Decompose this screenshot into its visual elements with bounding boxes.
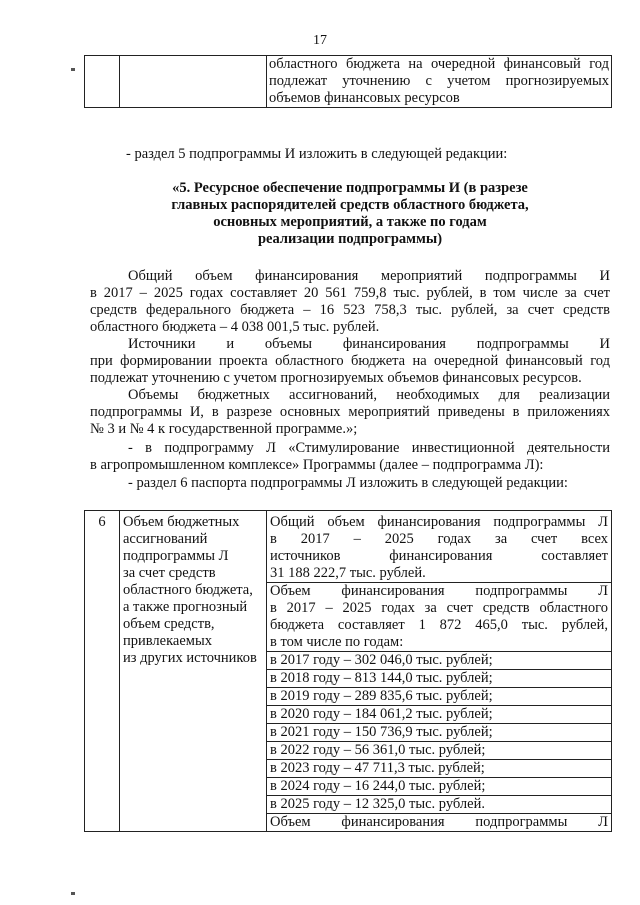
year-row: в 2022 году – 56 361,0 тыс. рублей; bbox=[267, 742, 611, 760]
heading-line: основных мероприятий, а также по годам bbox=[213, 214, 487, 230]
year-row: в 2018 году – 813 144,0 тыс. рублей; bbox=[267, 670, 611, 688]
heading-line: главных распорядителей средств областного бюджета, bbox=[171, 197, 529, 213]
year-row: в 2020 году – 184 061,2 тыс. рублей; bbox=[267, 706, 611, 724]
year-row: в 2019 году – 289 835,6 тыс. рублей; bbox=[267, 688, 611, 706]
value-line: Общий объем финансирования подпрограммы Л bbox=[270, 514, 608, 530]
heading-line: «5. Ресурсное обеспечение подпрограммы И (в разрезе bbox=[172, 180, 528, 196]
label-line: Объем бюджетных bbox=[123, 514, 240, 530]
paragraph-line: Общий объем финансирования мероприятий подпрограммы И bbox=[128, 268, 610, 284]
continuation-text-cell bbox=[267, 56, 612, 108]
continuation-line: подлежат уточнению с учетом прогнозируемых bbox=[269, 73, 609, 89]
label-line: а также прогнозный bbox=[123, 599, 248, 615]
value-line: источников финансирования составляет bbox=[270, 548, 608, 564]
heading-line: реализации подпрограммы) bbox=[257, 231, 443, 247]
year-row: в 2024 году – 16 244,0 тыс. рублей; bbox=[267, 778, 611, 796]
label-line: за счет средств bbox=[123, 565, 216, 581]
label-line: привлекаемых bbox=[123, 633, 212, 649]
paragraph-line: подпрограммы И, в разрезе основных мероприятий приведены в приложениях bbox=[90, 404, 610, 420]
continuation-line: объемов финансовых ресурсов bbox=[269, 90, 460, 106]
value-line: бюджета составляет 1 872 465,0 тыс. рублей, bbox=[270, 617, 608, 633]
paragraph-line: № 3 и № 4 к государственной программе.»; bbox=[90, 421, 358, 437]
label-line: ассигнований bbox=[123, 531, 208, 547]
continuation-table bbox=[84, 55, 612, 108]
paragraph-line: областного бюджета – 4 038 001,5 тыс. рублей. bbox=[90, 319, 380, 335]
paragraph-line: Объемы бюджетных ассигнований, необходимых для реализации bbox=[128, 387, 610, 403]
paragraph-allocations bbox=[90, 387, 610, 438]
value-last-row bbox=[267, 814, 611, 831]
page-number: 17 bbox=[313, 33, 327, 48]
label-line: из других источников bbox=[123, 650, 257, 666]
paragraph-line: Источники и объемы финансирования подпрограммы И bbox=[128, 336, 610, 352]
value-line: в 2017 – 2025 годах за счет всех bbox=[270, 531, 608, 547]
intro-line: - раздел 5 подпрограммы И изложить в следующей редакции: bbox=[126, 146, 508, 162]
scan-mark bbox=[71, 68, 75, 71]
year-row: в 2017 году – 302 046,0 тыс. рублей; bbox=[267, 652, 611, 670]
paragraph-subprogram-l bbox=[90, 440, 610, 474]
continuation-label-cell bbox=[120, 56, 267, 108]
value-line: 31 188 222,7 тыс. рублей. bbox=[270, 565, 426, 581]
paragraph-sources bbox=[90, 336, 610, 387]
continuation-line: областного бюджета на очередной финансовый год bbox=[269, 56, 609, 72]
passport-value-cell bbox=[267, 511, 612, 832]
label-line: объем средств, bbox=[123, 616, 215, 632]
value-line: в 2017 – 2025 годах за счет средств областного bbox=[270, 600, 608, 616]
paragraph-line: подлежат уточнению с учетом прогнозируемых объемов финансовых ресурсов. bbox=[90, 370, 582, 386]
continuation-number-cell bbox=[85, 56, 120, 108]
scan-mark bbox=[71, 892, 75, 895]
label-line: областного бюджета, bbox=[123, 582, 253, 598]
regional-budget-block bbox=[267, 583, 611, 652]
label-line: подпрограммы Л bbox=[123, 548, 229, 564]
paragraph-line: - в подпрограмму Л «Стимулирование инвестиционной деятельности bbox=[128, 440, 610, 456]
total-financing-block bbox=[267, 514, 611, 583]
year-row: в 2023 году – 47 711,3 тыс. рублей; bbox=[267, 760, 611, 778]
passport-table bbox=[84, 510, 612, 832]
paragraph-section6: - раздел 6 паспорта подпрограммы Л изложить в следующей редакции: bbox=[128, 475, 568, 491]
value-line: Объем финансирования подпрограммы Л bbox=[270, 583, 608, 599]
passport-row-number: 6 bbox=[85, 511, 120, 832]
paragraph-line: в агропромышленном комплексе» Программы (далее – подпрограмма Л): bbox=[90, 457, 544, 473]
value-line: Объем финансирования подпрограммы Л bbox=[270, 814, 608, 830]
paragraph-line: в 2017 – 2025 годах составляет 20 561 759,8 тыс. рублей, в том числе за счет bbox=[90, 285, 610, 301]
paragraph-line: при формировании проекта областного бюджета на очередной финансовый год bbox=[90, 353, 610, 369]
year-row: в 2025 году – 12 325,0 тыс. рублей. bbox=[267, 796, 611, 814]
passport-label-cell bbox=[120, 511, 267, 832]
year-row: в 2021 году – 150 736,9 тыс. рублей; bbox=[267, 724, 611, 742]
section-heading bbox=[100, 180, 600, 248]
value-line: в том числе по годам: bbox=[270, 634, 404, 650]
paragraph-line: средств федерального бюджета – 16 523 758,3 тыс. рублей, за счет средств bbox=[90, 302, 610, 318]
paragraph-financing bbox=[90, 268, 610, 336]
